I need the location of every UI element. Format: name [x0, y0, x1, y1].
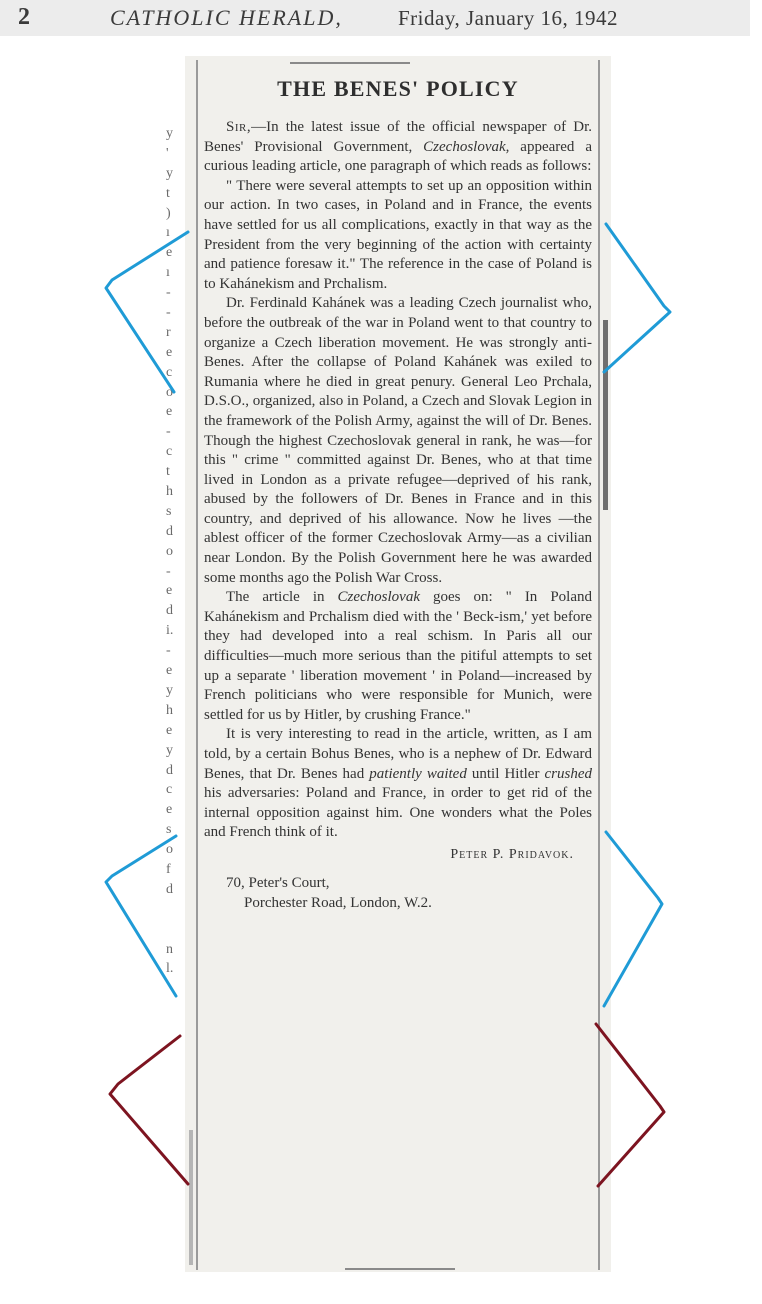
- adjacent-column-fragment: [166, 900, 184, 920]
- adjacent-column-fragment: e: [166, 722, 173, 738]
- paragraph-1-text: —In the latest issue of the official newspaper of Dr. Benes' Provisional Government,: [204, 119, 592, 155]
- adjacent-column-fragment: ı: [166, 265, 170, 281]
- adjacent-column-fragment: h: [166, 702, 173, 718]
- article-headline: THE BENES' POLICY: [277, 76, 519, 101]
- adjacent-column-fragment: o: [166, 842, 173, 858]
- adjacent-column-fragment: d: [166, 881, 173, 897]
- letter-article: [204, 76, 592, 913]
- adjacent-column-fragment: e: [166, 583, 173, 599]
- paragraph-3: Dr. Ferdinald Kahánek was a leading Czech journalist who, before the outbreak of the war in Poland went to that country to organize a Czech liberation movement. He was strongly anti-Benes. After the collapse of Poland Kahánek was exiled to Rumania where he died in great penury. General Leo Prchala, D.S.O., organized, also in Poland, a Czech and Slovak Legion in the framework of the Polish Army, against the will of Dr. Benes. Though the highest Czechoslovak general in rank, he was—for this " crime " committed against Dr. Benes, who at that time lived in London as a private refugee—deprived of his rank, abused by the followers of Dr. Benes in France and in this country, and deprived of his allowance. Now he lives —the ablest officer of the former Czechoslovak Army—as a civilian near London. By the Polish Government here he was awarded some months ago the Polish War Cross.: [204, 295, 592, 586]
- adjacent-column-fragment: r: [166, 324, 171, 340]
- paragraph-1-end: appeared a curious leading article, one paragraph of which reads as follows:: [204, 138, 592, 175]
- bottom-divider: [345, 1268, 455, 1270]
- adjacent-column-fragment: y: [166, 742, 173, 758]
- adjacent-column-fragment: c: [166, 364, 173, 380]
- maroon-bracket-left: [110, 1036, 188, 1184]
- address-line-1: 70, Peter's Court,: [226, 874, 330, 891]
- address-block: [226, 873, 592, 913]
- adjacent-column-bar-left: [189, 1130, 193, 1265]
- adjacent-column-fragment: y: [166, 126, 173, 141]
- paragraph-4-start: The article in: [226, 589, 338, 606]
- adjacent-column-fragment: e: [166, 404, 173, 420]
- adjacent-column-fragment: -: [166, 424, 171, 440]
- adjacent-column-fragment: ı: [166, 225, 170, 241]
- newspaper-title-italic: Czechoslovak,: [423, 138, 510, 155]
- paragraph-1: [204, 118, 592, 177]
- adjacent-column-fragment: n: [166, 941, 173, 957]
- blue-bracket-right-top: [604, 224, 670, 372]
- adjacent-column-fragment: t: [166, 185, 170, 201]
- adjacent-column-fragment: -: [166, 563, 171, 579]
- adjacent-column-fragment: e: [166, 663, 173, 679]
- signature: Peter P. Pridavok.: [450, 846, 574, 862]
- adjacent-column-fragment: o: [166, 543, 173, 559]
- blue-bracket-right-middle: [604, 832, 662, 1006]
- adjacent-column-fragment: e: [166, 344, 173, 360]
- paragraph-5-italic-2: crushed: [544, 765, 593, 782]
- adjacent-column-fragment: l.: [166, 961, 174, 977]
- adjacent-column-fragment: c: [166, 782, 173, 798]
- adjacent-column-fragment: d: [166, 603, 173, 619]
- top-divider: [290, 62, 410, 64]
- paragraph-5-mid: until Hitler: [466, 765, 545, 782]
- adjacent-column-fragment: -: [166, 643, 171, 659]
- adjacent-column-fragment: o: [166, 384, 173, 400]
- adjacent-column-fragment: y: [166, 165, 173, 181]
- paragraph-5: [204, 725, 592, 843]
- column-rule-right: [598, 60, 600, 1270]
- adjacent-column-fragment: t: [166, 464, 170, 480]
- column-rule-left: [196, 60, 198, 1270]
- paragraph-4-text: goes on: " In Poland Kahánekism and Prchalism died with the ' Beck-ism,' yet before they had developed into a real schism. In Paris all our difficulties—much more serious than the pitiful attempts to set up a separate ' liberation movement ' in Poland—increased by French politicians who were responsible for Munich, were settled for us by Hitler, by crushing France.": [204, 589, 592, 723]
- paragraph-5-start: It is very interesting to read in the article, written, as I am told, by a certain Bohus Benes, who is a nephew of Dr. Edward Benes, that Dr. Benes had: [204, 726, 592, 782]
- adjacent-column-fragment: -: [166, 285, 171, 301]
- adjacent-column-fragment: d: [166, 523, 173, 539]
- adjacent-column-fragment: -: [166, 305, 171, 321]
- adjacent-column-fragment: f: [166, 861, 171, 877]
- adjacent-column-fragment: [166, 920, 184, 940]
- adjacent-column-bar: [603, 320, 608, 510]
- adjacent-column-fragment: ): [166, 205, 171, 221]
- adjacent-column-fragment: d: [166, 762, 173, 778]
- masthead: [0, 0, 750, 36]
- adjacent-column-fragment: i.: [166, 623, 174, 639]
- newspaper-name: CATHOLIC HERALD,: [110, 5, 343, 30]
- adjacent-column-fragment: ': [166, 145, 169, 161]
- adjacent-column-fragment: s: [166, 503, 172, 519]
- page-number: 2: [18, 4, 30, 30]
- salutation: Sir,: [226, 119, 252, 135]
- adjacent-column-fragment: e: [166, 245, 173, 261]
- adjacent-column-fragment: h: [166, 484, 173, 500]
- adjacent-column-fragment: c: [166, 444, 173, 460]
- paragraph-2: " There were several attempts to set up an opposition within our action. In two cases, in Poland and in France, the events have settled for us all complications, exactly in that way as the President from the very beginning of the action with certainty and patience foresaw it." The reference in the case of Poland is to Kahánekism and Prchalism.: [204, 177, 592, 292]
- adjacent-column-fragment: y: [166, 682, 173, 698]
- paragraph-4-italic: Czechoslovak: [337, 589, 420, 606]
- paragraph-5-end: his adversaries: Poland and France, in order to get rid of the internal opposition against him. One wonders what the Poles and French think of it.: [204, 785, 592, 841]
- address-line-2: Porchester Road, London, W.2.: [244, 894, 432, 911]
- adjacent-column-fragments: [166, 124, 184, 979]
- paragraph-5-italic-1: patiently waited: [369, 765, 467, 782]
- adjacent-column-fragment: s: [166, 822, 172, 838]
- adjacent-column-fragment: e: [166, 802, 173, 818]
- paragraph-4: [204, 588, 592, 725]
- issue-date: Friday, January 16, 1942: [398, 6, 619, 30]
